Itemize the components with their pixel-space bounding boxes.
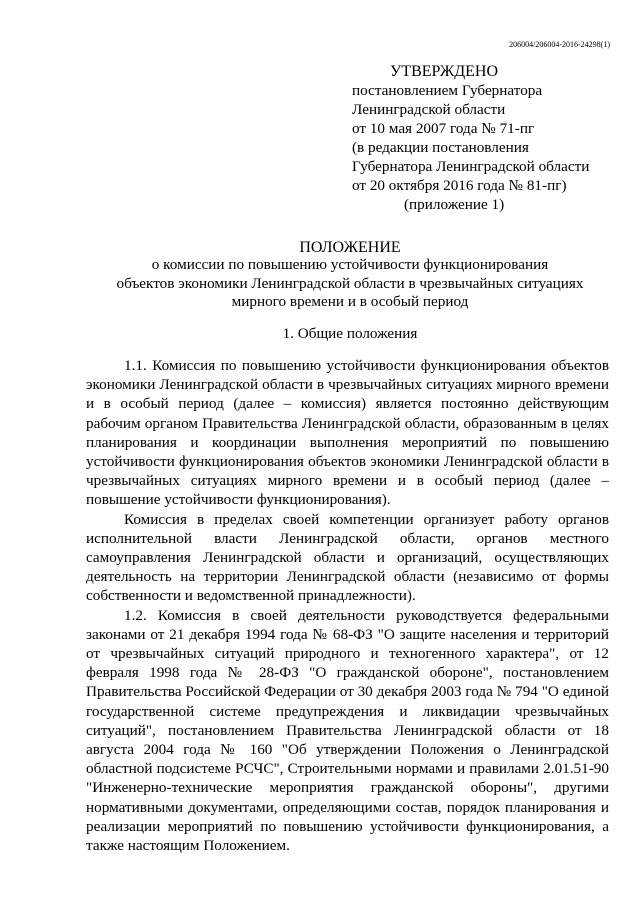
approval-line: постановлением Губернатора bbox=[352, 82, 543, 99]
paragraph: 1.2. Комиссия в своей деятельности руководствуется федеральными законами от 21 декабря 1994 года № 68-ФЗ "О защите населения и территорий от чрезвычайных ситуаций природного и техногенного характера", от 12 февраля 1998 года № 28-ФЗ "О гражданской обороне", постановлением Правительства Российской Федерации от 30 декабря 2003 года № 794 "О единой государственной системе предупреждения и ликвидации чрезвычайных ситуаций", постановлением Правительства Ленинградской области от 18 августа 2004 года № 160 "Об утверждении Положения о Ленинградской областной подсистеме РСЧС", Строительными нормами и правилами 2.01.51-90 "Инженерно-технические мероприятия гражданской обороны", другими нормативными документами, определяющими состав, порядок планирования и реализации мероприятий по повышению устойчивости функционирования, а также настоящим Положением. bbox=[86, 606, 609, 855]
paragraph: 1.1. Комиссия по повышению устойчивости функционирования объектов экономики Ленинградской области в чрезвычайных ситуациях мирного времени и в особый период (далее – комиссия) является постоянно действующим рабочим органом Правительства Ленинградской области, образованным в целях планирования и координации выполнения мероприятий по повышению устойчивости функционирования объектов экономики Ленинградской области в чрезвычайных ситуациях мирного времени и в особый период (далее – повышение устойчивости функционирования). bbox=[86, 357, 609, 509]
document-title: ПОЛОЖЕНИЕ bbox=[299, 239, 401, 256]
document-subtitle bbox=[60, 256, 640, 312]
approval-line: Ленинградской области bbox=[352, 101, 506, 118]
approval-title: УТВЕРЖДЕНО bbox=[390, 63, 499, 80]
subtitle-line: о комиссии по повышению устойчивости функционирования bbox=[151, 256, 549, 273]
approval-appendix: (приложение 1) bbox=[404, 196, 505, 213]
approval-line: от 20 октября 2016 года № 81-пг) bbox=[352, 177, 567, 194]
subtitle-line: объектов экономики Ленинградской области в чрезвычайных ситуациях bbox=[116, 274, 584, 292]
document-id: 206004/206004-2016-24298(1) bbox=[509, 40, 610, 49]
approval-line: от 10 мая 2007 года № 71-пг bbox=[352, 120, 535, 137]
approval-block bbox=[352, 62, 612, 214]
subtitle-line: мирного времени и в особый период bbox=[231, 293, 469, 310]
approval-line: Губернатора Ленинградской области bbox=[352, 158, 590, 175]
section-body bbox=[86, 356, 609, 855]
approval-line: (в редакции постановления bbox=[352, 139, 529, 156]
paragraph: Комиссия в пределах своей компетенции организует работу органов исполнительной власти Ленинградской области, органов местного самоуправления Ленинградской области и организаций, осуществляющих деятельность на территории Ленинградской области (независимо от формы собственности и ведомственной принадлежности). bbox=[86, 510, 609, 605]
section-title: 1. Общие положения bbox=[282, 325, 418, 342]
